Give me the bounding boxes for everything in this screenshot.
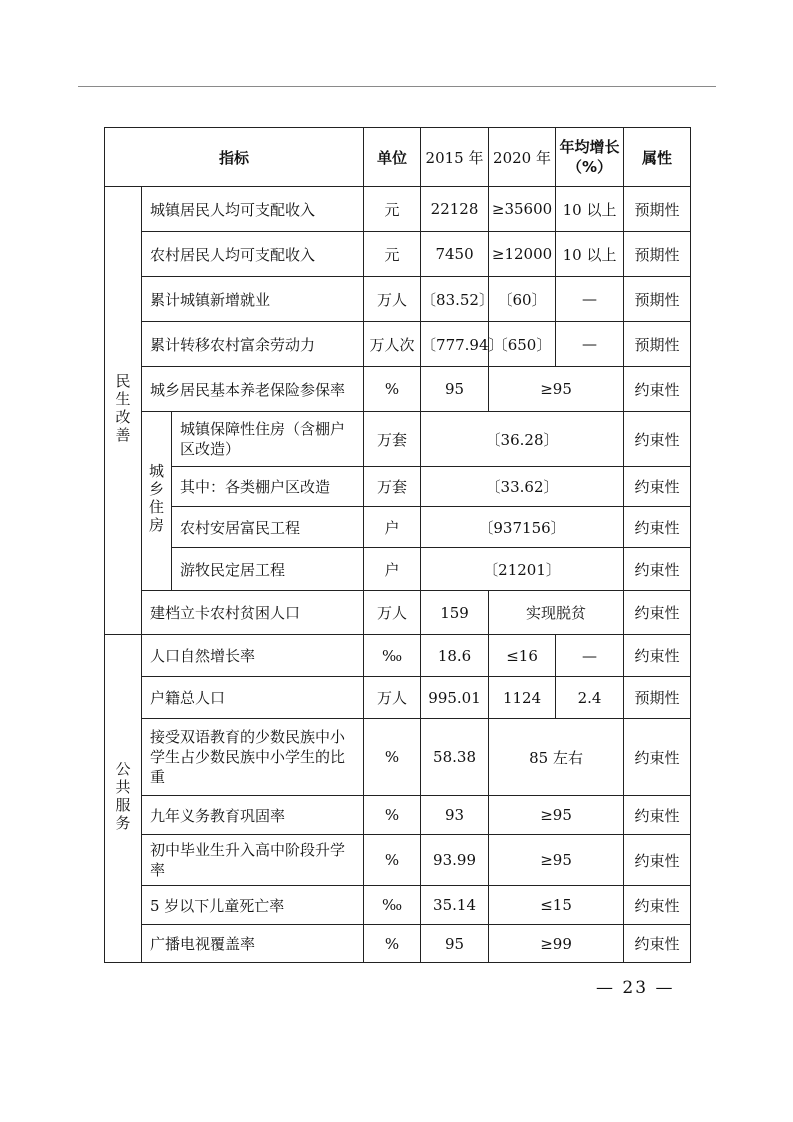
row-2015: 93: [421, 796, 489, 835]
row-2015: 995.01: [421, 677, 489, 719]
row-2020: 1124: [489, 677, 556, 719]
row-2015: 〔777.94〕: [421, 322, 489, 367]
row-name: 农村居民人均可支配收入: [142, 232, 364, 277]
row-merged: 〔36.28〕: [421, 412, 624, 467]
row-growth: —: [556, 322, 624, 367]
row-unit: 万人: [364, 677, 421, 719]
row-name: [142, 835, 364, 886]
row-merged: 〔21201〕: [421, 548, 624, 591]
table-row: [105, 467, 691, 507]
section-services-label: 公共服务: [113, 760, 132, 833]
row-name: 累计转移农村富余劳动力: [142, 322, 364, 367]
row-attr: 约束性: [624, 507, 691, 548]
row-2015: 18.6: [421, 635, 489, 677]
row-attr: 约束性: [624, 719, 691, 796]
row-attr: 预期性: [624, 232, 691, 277]
row-name-text: 接受双语教育的少数民族中小学生占少数民族中小学生的比重: [150, 728, 346, 786]
row-unit: 元: [364, 187, 421, 232]
indicator-table: [104, 127, 691, 963]
row-attr: 约束性: [624, 467, 691, 507]
row-name: 人口自然增长率: [142, 635, 364, 677]
row-unit: 万人次: [364, 322, 421, 367]
table-row: [105, 187, 691, 232]
row-growth: 2.4: [556, 677, 624, 719]
row-2020-merged: ≥95: [489, 796, 624, 835]
row-attr: 约束性: [624, 367, 691, 412]
table-row: [105, 277, 691, 322]
row-name: 累计城镇新增就业: [142, 277, 364, 322]
row-2015: 159: [421, 591, 489, 635]
table-row: [105, 635, 691, 677]
section-livelihood-label: 民生改善: [113, 372, 132, 445]
row-attr: 预期性: [624, 277, 691, 322]
section-livelihood: [105, 187, 142, 635]
table-row: [105, 925, 691, 963]
row-2020-merged: 85 左右: [489, 719, 624, 796]
row-2020: 〔60〕: [489, 277, 556, 322]
row-name: 5 岁以下儿童死亡率: [142, 886, 364, 925]
row-unit: 户: [364, 548, 421, 591]
row-2020-merged: ≥99: [489, 925, 624, 963]
table-row: [105, 796, 691, 835]
row-name-text: 城镇保障性住房（含棚户区改造）: [180, 420, 346, 458]
row-2015: 58.38: [421, 719, 489, 796]
row-growth: —: [556, 635, 624, 677]
row-2020-merged: ≥95: [489, 367, 624, 412]
table-row: [105, 835, 691, 886]
table-row: [105, 232, 691, 277]
table-row: [105, 507, 691, 548]
section-housing: [142, 412, 172, 591]
table-row: [105, 719, 691, 796]
row-unit: ‰: [364, 635, 421, 677]
row-2020: 〔650〕: [489, 322, 556, 367]
page-number: — 23 —: [596, 978, 675, 998]
row-growth: —: [556, 277, 624, 322]
row-unit: 元: [364, 232, 421, 277]
row-unit: %: [364, 835, 421, 886]
row-attr: 预期性: [624, 677, 691, 719]
row-unit: 万套: [364, 412, 421, 467]
row-unit: %: [364, 367, 421, 412]
row-2020-merged: ≤15: [489, 886, 624, 925]
row-attr: 预期性: [624, 322, 691, 367]
row-2015: 93.99: [421, 835, 489, 886]
row-merged: 〔33.62〕: [421, 467, 624, 507]
row-attr: 约束性: [624, 886, 691, 925]
row-2015: 35.14: [421, 886, 489, 925]
row-unit: 万人: [364, 591, 421, 635]
section-housing-label: 城乡住房: [147, 463, 165, 535]
row-name-text: 初中毕业生升入高中阶段升学率: [150, 841, 346, 879]
row-name: 其中：各类棚户区改造: [172, 467, 364, 507]
row-unit: ‰: [364, 886, 421, 925]
table-header-row: [105, 128, 691, 187]
row-2020: ≥35600: [489, 187, 556, 232]
row-attr: 约束性: [624, 796, 691, 835]
header-attr: 属性: [624, 128, 691, 187]
row-growth: 10 以上: [556, 232, 624, 277]
row-unit: %: [364, 796, 421, 835]
table-row: [105, 412, 691, 467]
row-name: 城乡居民基本养老保险参保率: [142, 367, 364, 412]
row-2020-merged: ≥95: [489, 835, 624, 886]
table-row: [105, 886, 691, 925]
header-2020: 2020 年: [489, 128, 556, 187]
row-2015: 95: [421, 925, 489, 963]
row-2020: ≥12000: [489, 232, 556, 277]
header-unit: 单位: [364, 128, 421, 187]
row-attr: 约束性: [624, 635, 691, 677]
row-name: 城镇居民人均可支配收入: [142, 187, 364, 232]
table-row: [105, 322, 691, 367]
row-name: 建档立卡农村贫困人口: [142, 591, 364, 635]
row-2015: 95: [421, 367, 489, 412]
table-row: [105, 367, 691, 412]
row-name: 农村安居富民工程: [172, 507, 364, 548]
row-unit: 万人: [364, 277, 421, 322]
row-2015: 22128: [421, 187, 489, 232]
row-2015: 〔83.52〕: [421, 277, 489, 322]
row-name: 户籍总人口: [142, 677, 364, 719]
header-growth: 年均增长 （%）: [556, 128, 624, 187]
row-attr: 约束性: [624, 548, 691, 591]
row-name: 游牧民定居工程: [172, 548, 364, 591]
table-row: [105, 677, 691, 719]
table-row: [105, 548, 691, 591]
row-unit: 户: [364, 507, 421, 548]
table-row: [105, 591, 691, 635]
row-attr: 约束性: [624, 412, 691, 467]
header-rule: [78, 86, 716, 87]
row-2020-merged: 实现脱贫: [489, 591, 624, 635]
row-unit: %: [364, 925, 421, 963]
row-attr: 约束性: [624, 925, 691, 963]
row-unit: %: [364, 719, 421, 796]
row-2020: ≤16: [489, 635, 556, 677]
section-services: [105, 635, 142, 963]
header-indicator: 指标: [105, 128, 364, 187]
row-name: [142, 719, 364, 796]
row-attr: 约束性: [624, 835, 691, 886]
row-name: 九年义务教育巩固率: [142, 796, 364, 835]
row-name: 广播电视覆盖率: [142, 925, 364, 963]
header-2015: 2015 年: [421, 128, 489, 187]
row-merged: 〔937156〕: [421, 507, 624, 548]
row-attr: 约束性: [624, 591, 691, 635]
row-2015: 7450: [421, 232, 489, 277]
row-name: [172, 412, 364, 467]
row-growth: 10 以上: [556, 187, 624, 232]
row-attr: 预期性: [624, 187, 691, 232]
row-unit: 万套: [364, 467, 421, 507]
